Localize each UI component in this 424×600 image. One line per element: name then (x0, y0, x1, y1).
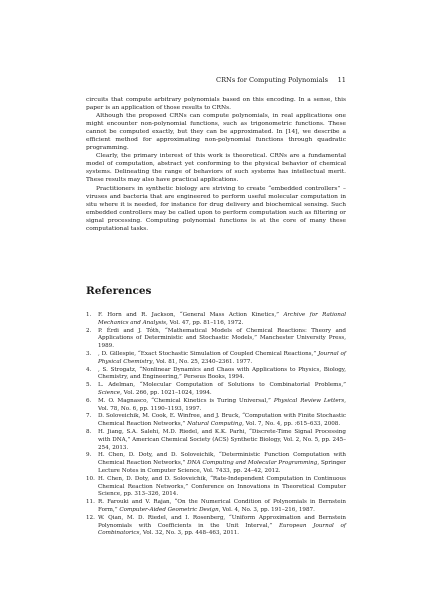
reference-item (86, 499, 346, 515)
reference-details: , Vol. 32, No. 3, pp. 448–463, 2011. (139, 530, 240, 537)
paragraph: Although the proposed CRNs can compute polynomials, in real applications one might encounter non-polynomial functions, such as trigonometric functions. These cannot be computed exactly, but they can be approximated. In [14], we describe a efficient method for approximating non-polynomial functions through quadratic programming. (86, 113, 346, 152)
reference-text: H. Jiang, S.A. Salehi, M.D. Riedel, and K.K. Parhi, “Discrete-Time Signal Processing with DNA,” American Chemical Society (ACS) Synthetic Biology, Vol. 2, No. 5, pp. 245–254, 2013. (98, 428, 346, 451)
reference-item (86, 382, 346, 398)
reference-details: , Vol. 81, No. 25, 2340–2361. 1977. (152, 358, 253, 365)
reference-venue: Computer-Aided Geometric Design (119, 506, 219, 513)
reference-venue: European Journal of Combinatorics (98, 522, 346, 537)
paragraph: Practitioners in synthetic biology are striving to create “embedded controllers” – viruses and bacteria that are engineered to perform useful molecular computation in situ where it is needed, for instance for drug delivery and biochemical sensing. Such embedded controllers may be called upon to perform computation such as filtering or signal processing. Computing polynomial functions is at the core of many these computational tasks. (86, 185, 346, 232)
reference-text: L. Adelman, “Molecular Computation of Solutions to Combinatorial Problems,” (98, 382, 346, 389)
reference-text: H. Chen, D. Doty, and D. Soloveichik, “Deterministic Function Computation with Chemical Reaction Networks,” (98, 452, 346, 467)
reference-item (86, 312, 346, 328)
reference-number: 1. (86, 312, 92, 318)
reference-number: 9. (86, 452, 92, 459)
reference-number: 8. (86, 428, 92, 435)
reference-venue: Journal of Physical Chemistry (98, 350, 346, 365)
reference-text: , D. Gillespie, “Exact Stochastic Simulation of Coupled Chemical Reactions,” (98, 350, 319, 357)
reference-number: 2. (86, 327, 92, 334)
reference-number: 4. (86, 366, 92, 373)
reference-number: 12. (86, 514, 95, 521)
reference-text: M. O. Magnasco, “Chemical Kinetics is Turing Universal,” (98, 397, 274, 404)
reference-text: D. Soloveichik, M. Cook, E. Winfree, and J. Bruck, “Computation with Finite Stochastic Chemical Reaction Networks,” (98, 413, 346, 428)
running-title: CRNs for Computing Polynomials (216, 76, 328, 84)
reference-venue: Natural Computing (187, 421, 243, 428)
reference-item (86, 476, 346, 499)
body-text (86, 96, 346, 233)
reference-venue: DNA Computing and Molecular Programming (187, 460, 318, 467)
reference-item (86, 351, 346, 367)
reference-item (86, 328, 346, 351)
reference-details: , Vol. 4, No. 3, pp. 191–216, 1987. (218, 506, 315, 513)
reference-venue: Physical Review Letters (273, 397, 345, 404)
reference-item (86, 398, 346, 414)
reference-venue: Archive for Rational Mechanics and Analysis (98, 312, 346, 326)
paragraph: Clearly, the primary interest of this work is theoretical. CRNs are a fundamental model of computation, abstract yet conforming to the physical behavior of chemical systems. Delineating the range of behaviors of such systems has intellectual merit. These results may also have practical applications. (86, 153, 346, 184)
reference-text: H. Chen, D. Doty, and D. Soloveichik, “Rate-Independent Computation in Continuous Chemical Reaction Networks,” Conference on Innovations in Theoretical Computer Science, pp. 313–326, 2014. (98, 475, 346, 498)
reference-number: 3. (86, 350, 92, 357)
reference-details: , Vol. 7, No. 4, pp. :615–633, 2008. (242, 421, 341, 428)
reference-text: R. Farouki and V. Rajan, “On the Numerical Condition of Polynomials in Bernstein Form,” (98, 499, 346, 513)
reference-text: P. Érdi and J. Tóth, “Mathematical Models of Chemical Reactions: Theory and Applications of Deterministic and Stochastic Models,” Manchester University Press, 1989. (98, 327, 346, 350)
reference-item (86, 515, 346, 538)
reference-venue: Science (98, 389, 121, 396)
reference-list (86, 312, 346, 538)
reference-details: , Vol. 78, No. 6, pp. 1190–1193, 1997. (98, 397, 347, 412)
paragraph: circuits that compute arbitrary polynomials based on this encoding. In a sense, this paper is an application of those results to CRNs. (86, 97, 346, 112)
reference-item (86, 413, 346, 429)
reference-details: , Vol. 47, pp. 81–116, 1972. (166, 319, 244, 326)
reference-text: W. Qian, M. D. Riedel, and I. Rosenberg, “Uniform Approximation and Bernstein Polynomials with Coefficients in the Unit Interval,” (98, 514, 346, 529)
reference-number: 6. (86, 397, 92, 404)
reference-text: F. Horn and R. Jackson, “General Mass Action Kinetics,” (98, 312, 284, 318)
reference-details: , Springer Lecture Notes in Computer Science, Vol. 7433, pp. 24–42, 2012. (98, 460, 346, 474)
page-header (86, 74, 346, 86)
page-number: 11 (337, 76, 346, 84)
reference-item (86, 367, 346, 383)
reference-text: , S. Strogatz, “Nonlinear Dynamics and Chaos with Applications to Physics, Biology, Chemistry, and Engineering,” Perseus Books, 1994. (98, 366, 346, 381)
reference-details: , Vol. 266, pp. 1021–1024, 1994. (120, 389, 212, 396)
reference-item (86, 429, 346, 452)
references-heading: References (86, 285, 152, 297)
reference-item (86, 452, 346, 475)
reference-number: 7. (86, 413, 92, 420)
reference-number: 11. (86, 499, 95, 506)
reference-number: 5. (86, 382, 92, 389)
reference-number: 10. (86, 475, 95, 482)
